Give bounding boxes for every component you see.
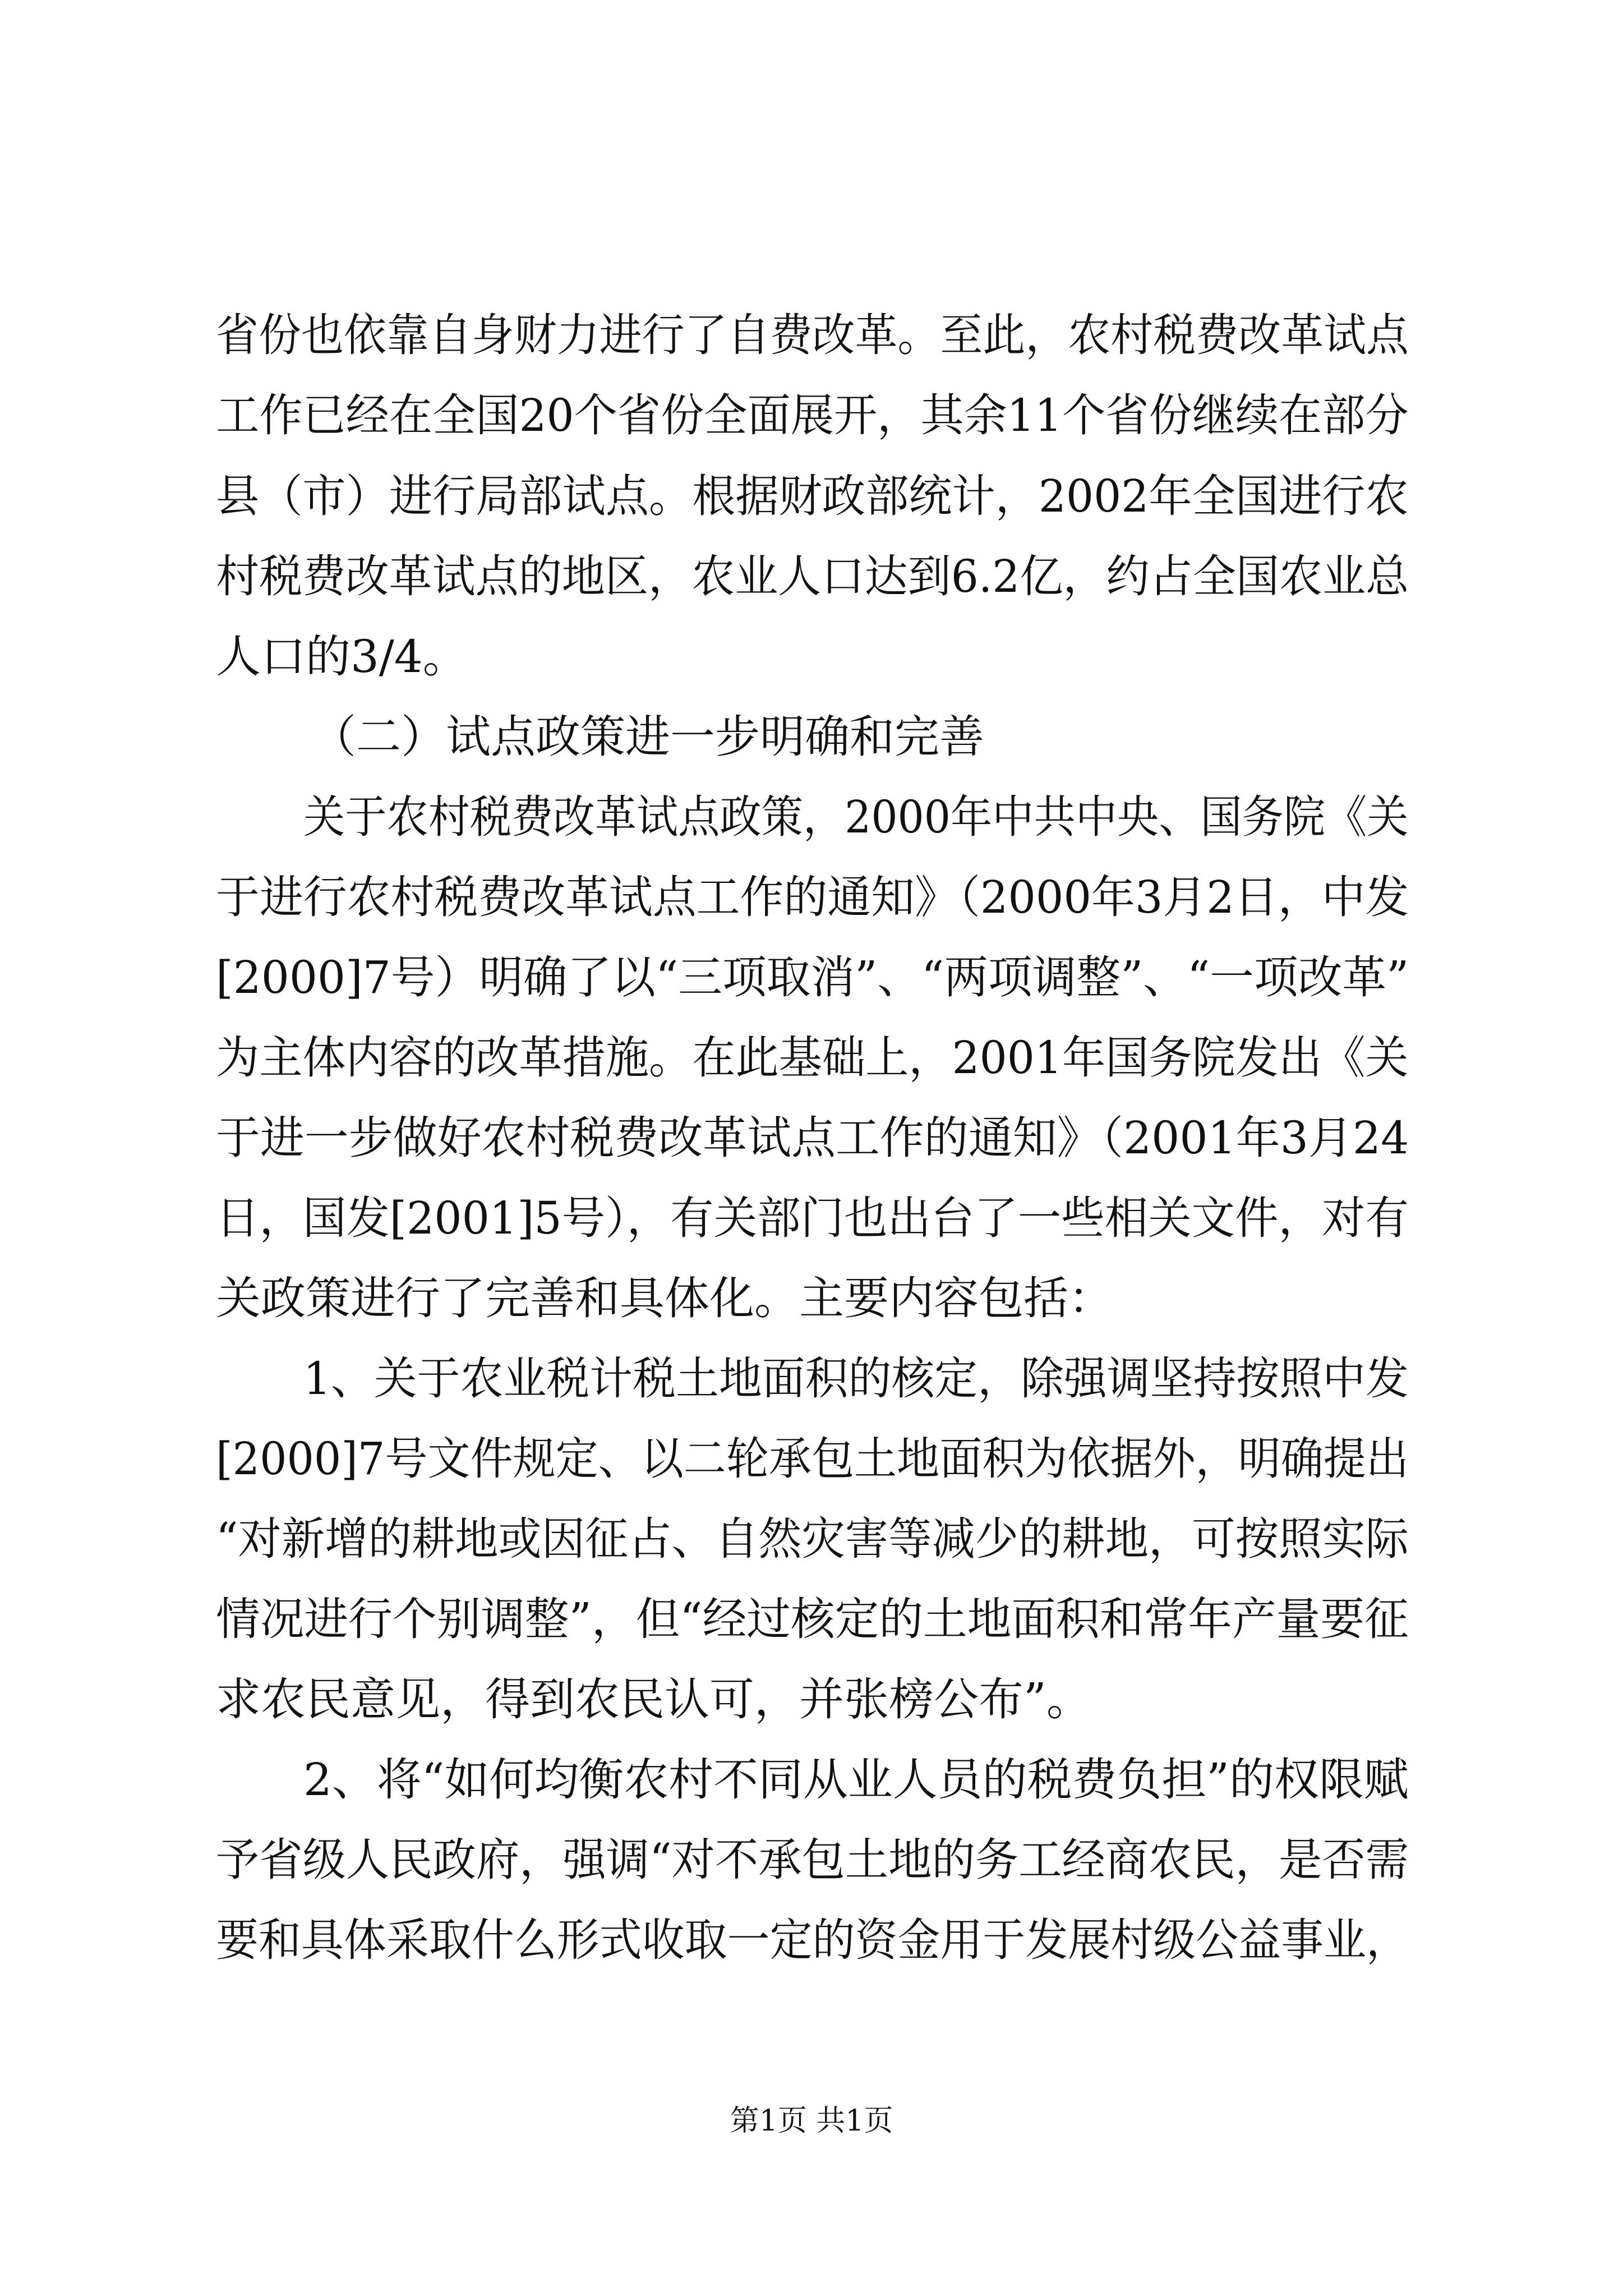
- text-line: 村税费改革试点的地区，农业人口达到6.2亿，约占全国农业总: [216, 550, 1409, 602]
- text-line: 情况进行个别调整”，但“经过核定的土地面积和常年产量要征: [216, 1593, 1409, 1645]
- text-line: 为主体内容的改革措施。在此基础上，2001年国务院发出《关: [216, 1032, 1409, 1084]
- page-number-footer: 第1页 共1页: [730, 2104, 893, 2138]
- text-line: 求农民意见，得到农民认可，并张榜公布”。: [216, 1673, 1091, 1726]
- text-line: 于进一步做好农村税费改革试点工作的通知》（2001年3月24: [216, 1112, 1409, 1164]
- text-line: 关政策进行了完善和具体化。主要内容包括：: [216, 1272, 1113, 1324]
- text-line: 日，国发[2001]5号），有关部门也出台了一些相关文件，对有: [216, 1192, 1409, 1244]
- text-line: 人口的3/4。: [216, 631, 468, 683]
- text-line: [2000]7号文件规定、以二轮承包土地面积为依据外，明确提出: [216, 1433, 1409, 1485]
- text-line: 关于农村税费改革试点政策，2000年中共中央、国务院《关: [303, 791, 1409, 843]
- section-heading: （二）试点政策进一步明确和完善: [311, 711, 984, 763]
- text-line: 要和具体采取什么形式收取一定的资金用于发展村级公益事业，: [216, 1914, 1409, 1966]
- text-line: 县（市）进行局部试点。根据财政部统计，2002年全国进行农: [216, 470, 1409, 522]
- text-line: “对新增的耕地或因征占、自然灾害等减少的耕地，可按照实际: [216, 1513, 1409, 1565]
- text-line: 予省级人民政府，强调“对不承包土地的务工经商农民，是否需: [216, 1834, 1409, 1886]
- text-line: 1、关于农业税计税土地面积的核定，除强调坚持按照中发: [303, 1352, 1409, 1405]
- text-line: [2000]7号）明确了以“三项取消”、“两项调整”、“一项改革”: [216, 951, 1409, 1004]
- text-line: 工作已经在全国20个省份全面展开，其余11个省份继续在部分: [216, 389, 1409, 441]
- text-line: 2、将“如何均衡农村不同从业人员的税费负担”的权限赋: [303, 1754, 1409, 1806]
- text-line: 于进行农村税费改革试点工作的通知》（2000年3月2日，中发: [216, 871, 1409, 923]
- text-line: 省份也依靠自身财力进行了自费改革。至此，农村税费改革试点: [216, 309, 1409, 361]
